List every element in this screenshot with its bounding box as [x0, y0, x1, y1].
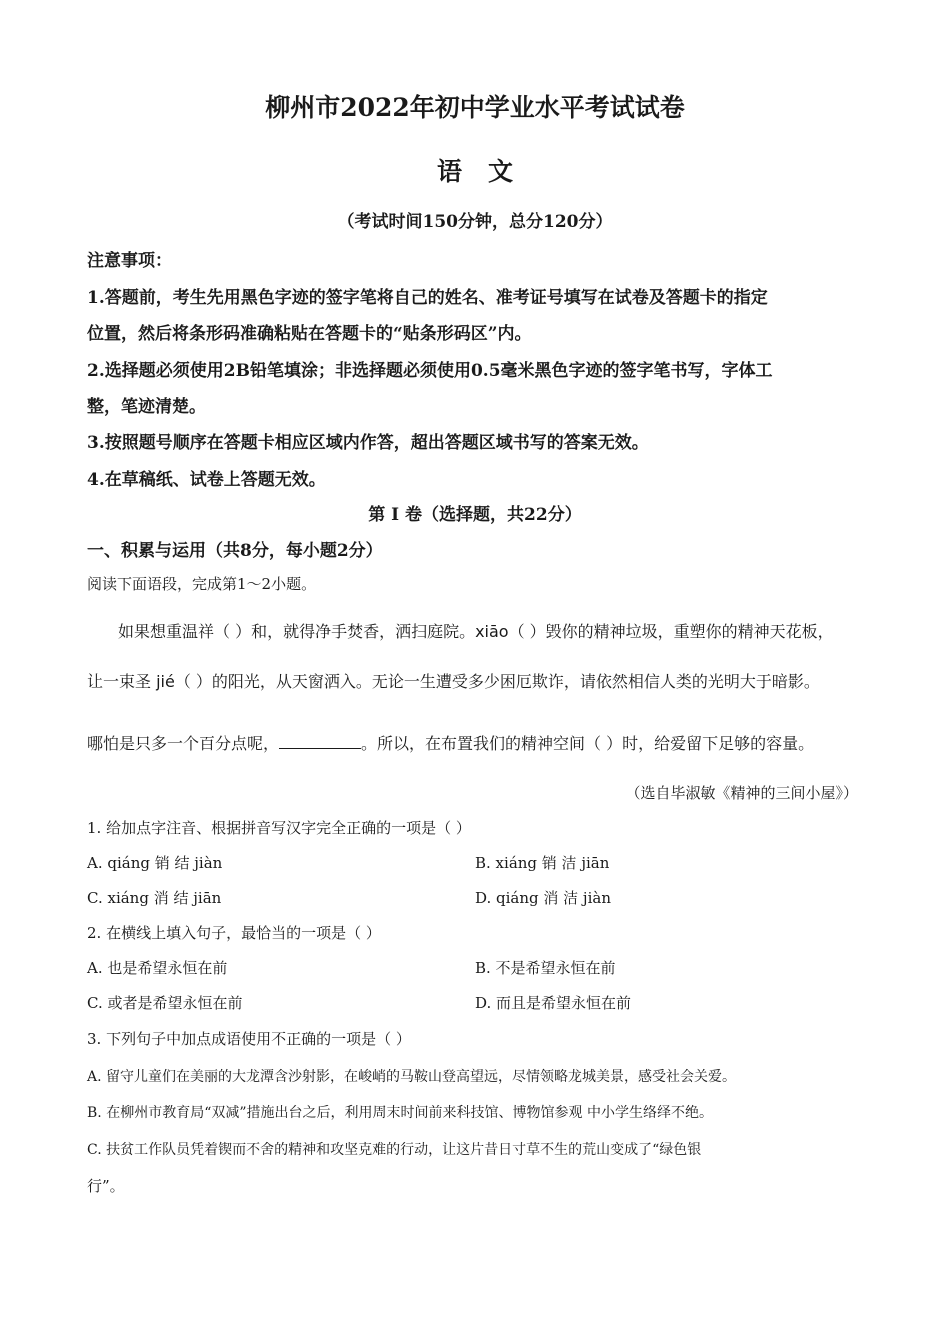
notice-item: 1.答题前，考生先用黑色字迹的签字笔将自己的姓名、准考证号填写在试卷及答题卡的指定 [87, 288, 768, 308]
question-stem: 3. 下列句子中加点成语使用不正确的一项是（ ） [87, 1030, 411, 1048]
option-d: D. qiáng 消 洁 jiàn [475, 889, 611, 907]
part1-heading: 第 Ⅰ 卷（选择题，共22分） [368, 505, 582, 525]
passage-line: 让一束圣 jié（ ）的阳光，从天窗洒入。无论一生遭受多少困厄欺诈，请依然相信人类的光明大于暗影。 [87, 672, 820, 691]
reading-instruction: 阅读下面语段，完成第1～2小题。 [87, 575, 317, 593]
passage-source: （选自毕淑敏《精神的三间小屋》） [625, 784, 858, 802]
option-d: D. 而且是希望永恒在前 [475, 994, 632, 1012]
passage-text: 。所以，在布置我们的精神空间（ ）时，给爱留下足够的容量。 [361, 734, 815, 753]
option-c: C. 或者是希望永恒在前 [87, 994, 243, 1012]
option-c-continued: 行”。 [87, 1177, 125, 1195]
question-stem: 1. 给加点字注音、根据拼音写汉字完全正确的一项是（ ） [87, 819, 471, 837]
exam-info: （考试时间150分钟，总分120分） [337, 212, 613, 232]
fill-blank [279, 734, 361, 749]
option-b: B. 不是希望永恒在前 [475, 959, 616, 977]
option-b: B. 在柳州市教育局“双减”措施出台之后，利用周末时间前来科技馆、博物馆参观 中小学生络绎不绝。 [87, 1105, 713, 1121]
notice-item: 2.选择题必须使用2B铅笔填涂；非选择题必须使用0.5毫米黑色字迹的签字笔书写，字体工 [87, 361, 773, 381]
passage-text: 哪怕是只多一个百分点呢， [87, 734, 280, 753]
option-a: A. qiáng 销 结 jiàn [87, 854, 223, 872]
subject-title: 语文 [436, 157, 539, 186]
notice-item: 4.在草稿纸、试卷上答题无效。 [87, 470, 326, 490]
notice-heading: 注意事项： [87, 251, 172, 271]
option-b: B. xiáng 销 洁 jiān [475, 854, 610, 872]
option-c: C. 扶贫工作队员凭着锲而不舍的精神和攻坚克难的行动，让这片昔日寸草不生的荒山变成了“绿色银 [87, 1142, 702, 1158]
option-a: A. 留守儿童们在美丽的大龙潭含沙射影，在峻峭的马鞍山登高望远，尽情领略龙城美景，感受社会关爱。 [87, 1069, 737, 1085]
passage-line [87, 731, 814, 754]
passage-line: 如果想重温祥（ ）和，就得净手焚香，洒扫庭院。xiāo（ ）毁你的精神垃圾，重塑你的精神天花板， [118, 622, 834, 641]
exam-title: 柳州市2022年初中学业水平考试试卷 [265, 93, 685, 122]
question-stem: 2. 在横线上填入句子，最恰当的一项是（ ） [87, 924, 381, 942]
notice-item: 位置，然后将条形码准确粘贴在答题卡的“贴条形码区”内。 [87, 324, 532, 344]
section-heading: 一、积累与运用（共8分，每小题2分） [87, 541, 383, 561]
notice-item: 3.按照题号顺序在答题卡相应区域内作答，超出答题区域书写的答案无效。 [87, 433, 649, 453]
option-c: C. xiáng 消 结 jiān [87, 889, 222, 907]
notice-item: 整，笔迹清楚。 [87, 397, 206, 417]
option-a: A. 也是希望永恒在前 [87, 959, 228, 977]
